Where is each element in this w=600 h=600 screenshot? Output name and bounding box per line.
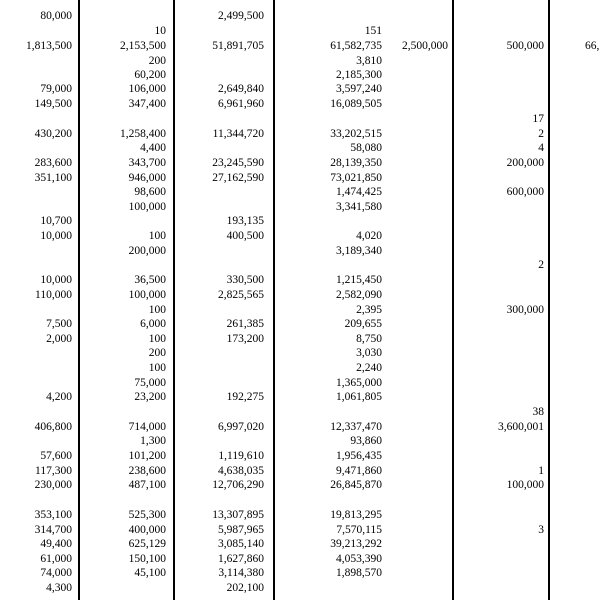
table-row bbox=[0, 537, 600, 551]
table-cell: 61,000 bbox=[40, 553, 72, 565]
table-cell: 10,000 bbox=[40, 274, 72, 286]
table-cell: 2 bbox=[538, 128, 544, 140]
table-cell: 3,085,140 bbox=[218, 538, 264, 550]
table-cell: 209,655 bbox=[344, 318, 382, 330]
table-cell: 4 bbox=[538, 142, 544, 154]
table-cell: 343,700 bbox=[128, 157, 166, 169]
table-row bbox=[0, 361, 600, 375]
table-cell: 400,000 bbox=[128, 524, 166, 536]
table-cell: 101,200 bbox=[128, 450, 166, 462]
table-cell: 100,000 bbox=[506, 479, 544, 491]
table-cell: 10,000 bbox=[40, 230, 72, 242]
table-cell: 10 bbox=[154, 25, 166, 37]
table-row bbox=[0, 552, 600, 566]
table-row bbox=[0, 376, 600, 390]
table-row bbox=[0, 405, 600, 419]
table-row bbox=[0, 273, 600, 287]
table-row bbox=[0, 581, 600, 595]
table-row bbox=[0, 332, 600, 346]
table-cell: 33,202,515 bbox=[330, 128, 382, 140]
table-cell: 2,500,000 bbox=[402, 40, 448, 52]
table-cell: 3,600,001 bbox=[498, 421, 544, 433]
table-row bbox=[0, 258, 600, 272]
table-cell: 51,891,705 bbox=[212, 40, 264, 52]
table-cell: 2 bbox=[538, 259, 544, 271]
table-cell: 57,600 bbox=[40, 450, 72, 462]
table-cell: 36,500 bbox=[134, 274, 166, 286]
table-cell: 4,053,390 bbox=[336, 553, 382, 565]
table-cell: 625,129 bbox=[128, 538, 166, 550]
table-row bbox=[0, 303, 600, 317]
table-cell: 314,700 bbox=[34, 524, 72, 536]
table-row bbox=[0, 82, 600, 96]
table-cell: 19,813,295 bbox=[330, 509, 382, 521]
table-row bbox=[0, 508, 600, 522]
table-cell: 261,385 bbox=[226, 318, 264, 330]
table-cell: 6,961,960 bbox=[218, 98, 264, 110]
table-cell: 1,365,000 bbox=[336, 377, 382, 389]
table-cell: 1,898,570 bbox=[336, 567, 382, 579]
table-cell: 202,100 bbox=[226, 582, 264, 594]
table-cell: 2,582,090 bbox=[336, 289, 382, 301]
table-cell: 1,300 bbox=[140, 435, 166, 447]
table-cell: 58,080 bbox=[350, 142, 382, 154]
table-cell: 347,400 bbox=[128, 98, 166, 110]
table-cell: 1,258,400 bbox=[120, 128, 166, 140]
table-cell: 73,021,850 bbox=[330, 172, 382, 184]
table-cell: 9,471,860 bbox=[336, 465, 382, 477]
table-cell: 151 bbox=[364, 25, 382, 37]
table-cell: 4,020 bbox=[356, 230, 382, 242]
table-row bbox=[0, 97, 600, 111]
table-cell: 1,061,805 bbox=[336, 391, 382, 403]
table-cell: 100,000 bbox=[128, 289, 166, 301]
table-cell: 1,956,435 bbox=[336, 450, 382, 462]
table-row bbox=[0, 244, 600, 258]
table-cell: 3,810 bbox=[356, 55, 382, 67]
table-cell: 60,200 bbox=[134, 69, 166, 81]
table-cell: 1,627,860 bbox=[218, 553, 264, 565]
table-cell: 193,135 bbox=[226, 215, 264, 227]
table-cell: 2,395 bbox=[356, 304, 382, 316]
table-cell: 200 bbox=[148, 347, 166, 359]
table-cell: 400,500 bbox=[226, 230, 264, 242]
table-cell: 75,000 bbox=[134, 377, 166, 389]
table-cell: 6,000 bbox=[140, 318, 166, 330]
table-cell: 2,499,500 bbox=[218, 10, 264, 22]
table-cell: 353,100 bbox=[34, 509, 72, 521]
table-cell: 13,307,895 bbox=[212, 509, 264, 521]
table-cell: 12,337,470 bbox=[330, 421, 382, 433]
table-cell: 525,300 bbox=[128, 509, 166, 521]
table-cell: 200 bbox=[148, 55, 166, 67]
table-row bbox=[0, 464, 600, 478]
table-cell: 26,845,870 bbox=[330, 479, 382, 491]
table-cell: 1 bbox=[538, 465, 544, 477]
table-cell: 4,638,035 bbox=[218, 465, 264, 477]
table-cell: 351,100 bbox=[34, 172, 72, 184]
table-cell: 200,000 bbox=[506, 157, 544, 169]
table-cell: 2,240 bbox=[356, 362, 382, 374]
table-cell: 98,600 bbox=[134, 186, 166, 198]
table-cell: 79,000 bbox=[40, 83, 72, 95]
table-cell: 61,582,735 bbox=[330, 40, 382, 52]
table-cell: 93,860 bbox=[350, 435, 382, 447]
table-cell: 8,750 bbox=[356, 333, 382, 345]
table-cell: 173,200 bbox=[226, 333, 264, 345]
table-cell: 3,030 bbox=[356, 347, 382, 359]
table-cell: 3,597,240 bbox=[336, 83, 382, 95]
table-cell: 2,649,840 bbox=[218, 83, 264, 95]
table-cell: 100,000 bbox=[128, 201, 166, 213]
table-row bbox=[0, 317, 600, 331]
table-row bbox=[0, 112, 600, 126]
table-row bbox=[0, 54, 600, 68]
table-cell: 406,800 bbox=[34, 421, 72, 433]
table-cell: 5,987,965 bbox=[218, 524, 264, 536]
table-cell: 1,813,500 bbox=[26, 40, 72, 52]
table-cell: 230,000 bbox=[34, 479, 72, 491]
table-cell: 2,153,500 bbox=[120, 40, 166, 52]
table-row bbox=[0, 171, 600, 185]
table-row bbox=[0, 24, 600, 38]
table-cell: 192,275 bbox=[226, 391, 264, 403]
table-cell: 600,000 bbox=[506, 186, 544, 198]
table-row bbox=[0, 420, 600, 434]
table-cell: 500,000 bbox=[506, 40, 544, 52]
table-cell: 100 bbox=[148, 304, 166, 316]
table-cell: 49,400 bbox=[40, 538, 72, 550]
table-row bbox=[0, 346, 600, 360]
table-cell: 23,200 bbox=[134, 391, 166, 403]
table-cell: 117,300 bbox=[35, 465, 72, 477]
table-cell: 150,100 bbox=[128, 553, 166, 565]
table-row bbox=[0, 523, 600, 537]
table-row bbox=[0, 566, 600, 580]
table-cell: 4,300 bbox=[46, 582, 72, 594]
table-cell: 3,189,340 bbox=[336, 245, 382, 257]
table-cell: 1,119,610 bbox=[218, 450, 264, 462]
table-cell: 23,245,590 bbox=[212, 157, 264, 169]
table-row bbox=[0, 449, 600, 463]
table-cell: 10,700 bbox=[40, 215, 72, 227]
table-cell: 4,400 bbox=[140, 142, 166, 154]
table-cell: 238,600 bbox=[128, 465, 166, 477]
table-cell: 100 bbox=[148, 230, 166, 242]
table-cell: 714,000 bbox=[128, 421, 166, 433]
table-row bbox=[0, 478, 600, 492]
table-cell: 38 bbox=[532, 406, 544, 418]
table-cell: 11,344,720 bbox=[212, 128, 264, 140]
table-row bbox=[0, 434, 600, 448]
table-cell: 3 bbox=[538, 524, 544, 536]
table-cell: 149,500 bbox=[34, 98, 72, 110]
table-row bbox=[0, 229, 600, 243]
table-cell: 7,500 bbox=[46, 318, 72, 330]
table-cell: 12,706,290 bbox=[212, 479, 264, 491]
table-cell: 4,200 bbox=[46, 391, 72, 403]
table-row bbox=[0, 39, 600, 53]
table-cell: 7,570,115 bbox=[336, 524, 382, 536]
table-cell: 39,213,292 bbox=[330, 538, 382, 550]
table-cell: 45,100 bbox=[134, 567, 166, 579]
table-cell: 330,500 bbox=[226, 274, 264, 286]
table-cell: 3,114,380 bbox=[218, 567, 264, 579]
table-row bbox=[0, 214, 600, 228]
table-cell: 27,162,590 bbox=[212, 172, 264, 184]
table-cell: 1,215,450 bbox=[336, 274, 382, 286]
table-cell: 28,139,350 bbox=[330, 157, 382, 169]
table-cell: 2,825,565 bbox=[218, 289, 264, 301]
table-row bbox=[0, 156, 600, 170]
table-cell: 2,185,300 bbox=[336, 69, 382, 81]
table-cell: 100 bbox=[148, 333, 166, 345]
table-cell: 1,474,425 bbox=[336, 186, 382, 198]
table-cell: 946,000 bbox=[128, 172, 166, 184]
table-cell: 430,200 bbox=[34, 128, 72, 140]
table-cell: 106,000 bbox=[128, 83, 166, 95]
table-row bbox=[0, 141, 600, 155]
table-cell: 66, bbox=[585, 40, 600, 52]
table-cell: 110,000 bbox=[35, 289, 72, 301]
table-cell: 16,089,505 bbox=[330, 98, 382, 110]
table-cell: 2,000 bbox=[46, 333, 72, 345]
table-row bbox=[0, 9, 600, 23]
table-cell: 300,000 bbox=[506, 304, 544, 316]
table-row bbox=[0, 390, 600, 404]
table-cell: 100 bbox=[148, 362, 166, 374]
table-row bbox=[0, 127, 600, 141]
table-cell: 6,997,020 bbox=[218, 421, 264, 433]
table-cell: 80,000 bbox=[40, 10, 72, 22]
table-cell: 74,000 bbox=[40, 567, 72, 579]
table-row bbox=[0, 288, 600, 302]
table-row bbox=[0, 68, 600, 82]
table-cell: 283,600 bbox=[34, 157, 72, 169]
table-row bbox=[0, 185, 600, 199]
table-cell: 17 bbox=[532, 113, 544, 125]
table-row bbox=[0, 200, 600, 214]
table-cell: 3,341,580 bbox=[336, 201, 382, 213]
table-cell: 487,100 bbox=[128, 479, 166, 491]
table-cell: 200,000 bbox=[128, 245, 166, 257]
